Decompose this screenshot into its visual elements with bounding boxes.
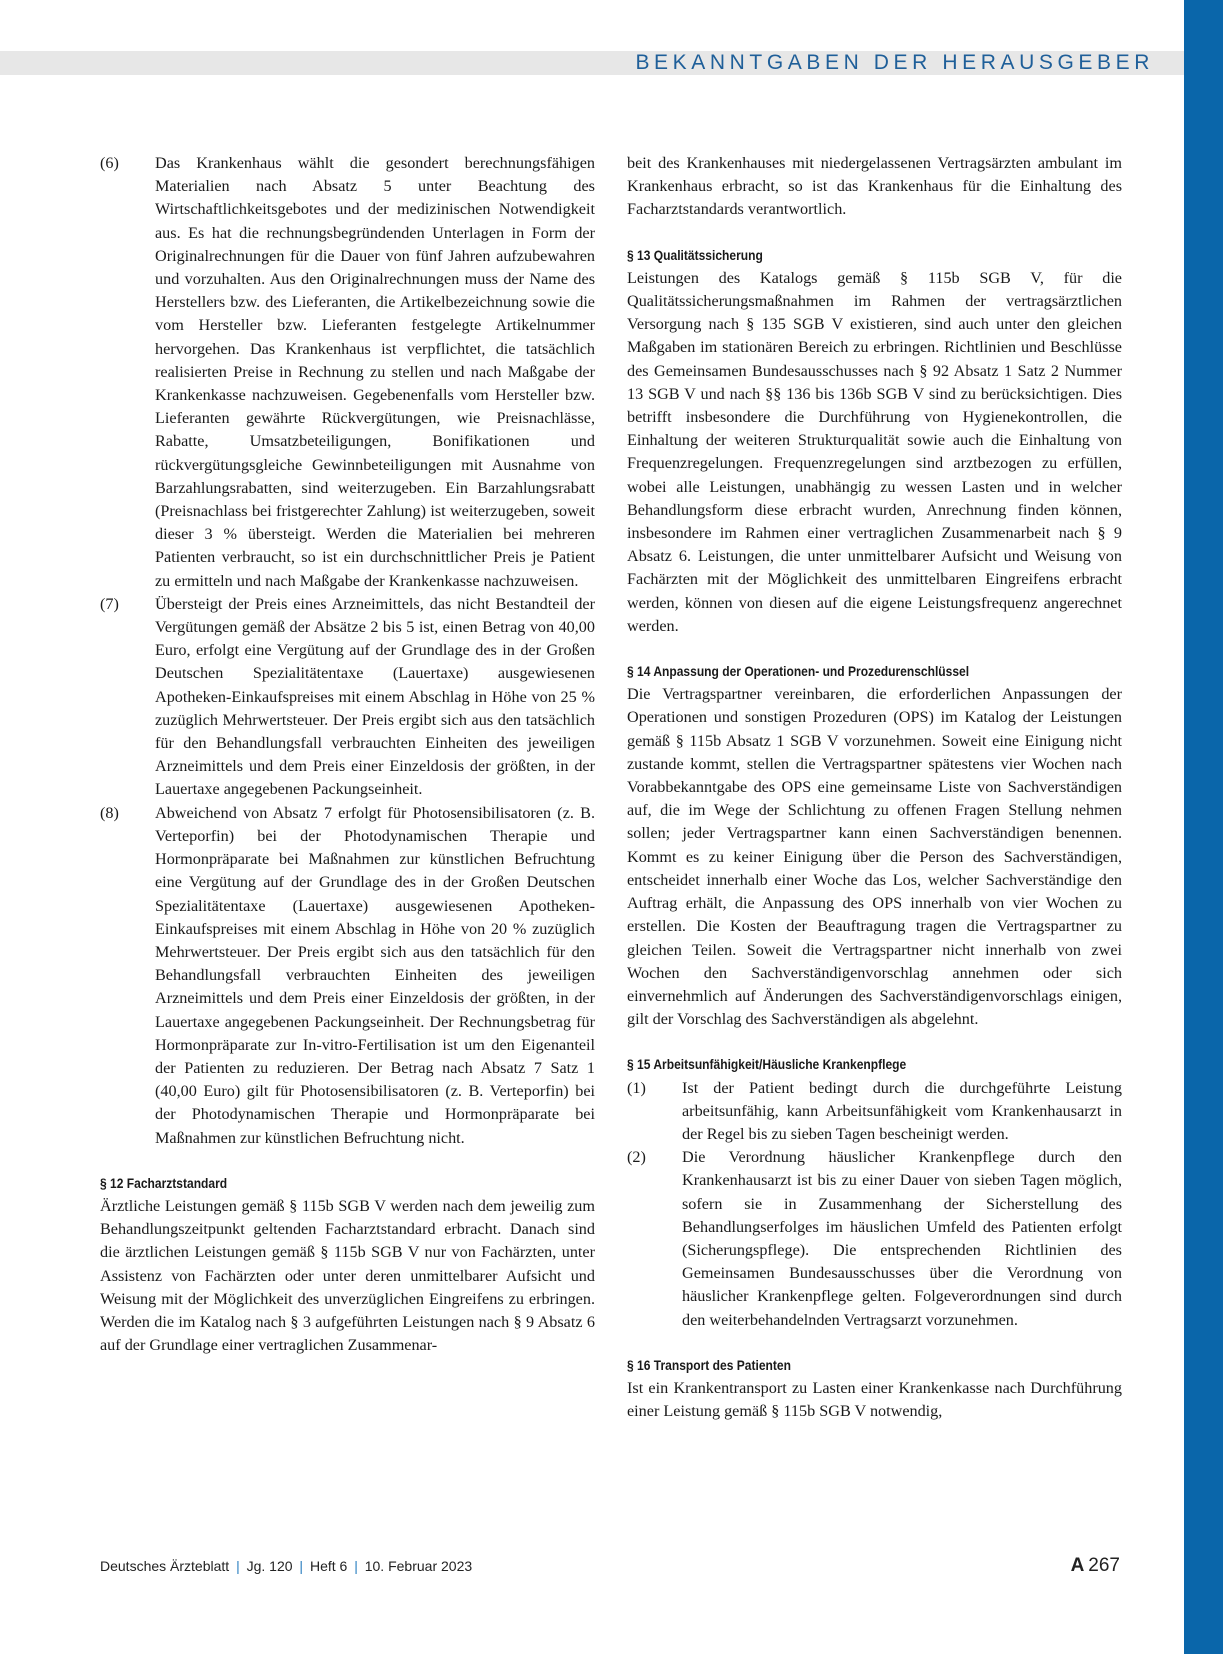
page-footer (100, 1554, 1120, 1578)
section-13-heading: § 13 Qualitätssicherung (627, 246, 763, 263)
left-column (100, 152, 595, 1357)
item-text: Ist der Patient bedingt durch die durchgeführte Leistung arbeitsunfähig, kann Arbeitsunfähigkeit vom Krankenhausarzt in der Regel bis zu sieben Tagen bescheinigt werden. (682, 1078, 1122, 1143)
paragraph-item-8 (100, 802, 595, 1150)
page-number-value: 267 (1088, 1555, 1120, 1576)
item-number: (6) (100, 154, 119, 172)
section-12-continuation: beit des Krankenhauses mit niedergelassenen Vertragsärzten ambulant im Krankenhaus erbracht, so ist das Krankenhaus für die Einhaltung des Facharztstandards verantwortlich. (627, 154, 1122, 219)
section-12-heading: § 12 Facharztstandard (100, 1174, 228, 1191)
page-number (1071, 1554, 1120, 1578)
publication-date: 10. Februar 2023 (364, 1558, 473, 1574)
section-14-heading: § 14 Anpassung der Operationen- und Prozedurenschlüssel (627, 663, 970, 680)
paragraph-item-6 (100, 152, 595, 593)
section-14-text: Die Vertragspartner vereinbaren, die erforderlichen Anpassungen der Operationen und sonstigen Prozeduren (OPS) im Katalog der Leistungen gemäß § 115b Absatz 1 SGB V vorzunehmen. Soweit eine Einigung nicht zustande kommt, stellen die Vertragspartner spätestens vier Wochen nach Vorabbekanntgabe des OPS eine gemeinsame Liste von Sachverständigen auf, die im Wege der Schlichtung zu offenen Fragen Stellung nehmen sollen; jeder Vertragspartner kann einen Sachverständigen benennen. Kommt es zu keiner Einigung über die Person des Sachverständigen, entscheidet innerhalb einer Woche das Los, welcher Sachverständige den Auftrag erhält, die Anpassung des OPS innerhalb von vier Wochen zu erstellen. Die Kosten der Beauftragung tragen die Vertragspartner zu gleichen Teilen. Soweit die Vertragspartner nicht innerhalb von zwei Wochen den Sachverständigenvorschlag annehmen oder sich einvernehmlich auf Änderungen des Sachverständigenvorschlags einigen, gilt der Vorschlag des Sachverständigen als abgelehnt. (627, 685, 1122, 1029)
item-number: (8) (100, 803, 119, 822)
page-prefix: A (1070, 1555, 1085, 1576)
item-text: Abweichend von Absatz 7 erfolgt für Photosensibilisatoren (z. B. Verteporfin) bei der Photodynamischen Therapie und Hormonpräparate bei Maßnahmen zur künstlichen Befruchtung eine Vergütung auf der Grundlage des in der Großen Deutschen Spezialitätentaxe (Lauertaxe) ausgewiesenen Apotheken-Einkaufspreises mit einem Abschlag in Höhe von 20 % zuzüglich Mehrwertsteuer. Der Preis ergibt sich aus den tatsächlich für den Behandlungsfall verbrauchten Einheiten des jeweiligen Arzneimittels und dem Preis einer Einzeldosis der größten, in der Lauertaxe angegebenen Packungseinheit. Der Rechnungsbetrag für Hormonpräparate zur In-vitro-Fertilisation ist um den Eigenanteil der Patienten zu reduzieren. Der Betrag nach Absatz 7 Satz 1 (40,00 Euro) gilt für Photosensibilisatoren (z. B. Verteporfin) bei der Photodynamischen Therapie und Hormonpräparate bei Maßnahmen zur künstlichen Befruchtung nicht. (155, 803, 595, 1147)
footer-citation (100, 1554, 472, 1578)
item-number: (7) (100, 594, 119, 613)
section-15-heading: § 15 Arbeitsunfähigkeit/Häusliche Krankenpflege (627, 1056, 907, 1073)
item-text: Das Krankenhaus wählt die gesondert berechnungsfähigen Materialien nach Absatz 5 unter Beachtung des Wirtschaftlichkeitsgebotes und der medizinischen Notwendigkeit aus. Es hat die rechnungsbegründenden Unterlagen in Form der Originalrechnungen für die Dauer von fünf Jahren aufzubewahren und vorzuhalten. Aus den Originalrechnungen muss der Name des Herstellers bzw. des Lieferanten, die Artikelbezeichnung sowie die vom Hersteller bzw. Lieferanten festgelegte Artikelnummer hervorgehen. Das Krankenhaus ist verpflichtet, die tatsächlich realisierten Preise in Rechnung zu stellen und nach Maßgabe der Krankenkasse nachzuweisen. Gegebenenfalls vom Hersteller bzw. Lieferanten gewährte Rückvergütungen, wie Preisnachlässe, Rabatte, Umsatzbeteiligungen, Bonifikationen und rückvergütungsgleiche Gewinnbeteiligungen mit Ausnahme von Barzahlungsrabatten, sind weiterzugeben. Ein Barzahlungsrabatt (Preisnachlass bei fristgerechter Zahlung) ist weiterzugeben, soweit dieser 3 % übersteigt. Werden die Materialien bei mehreren Patienten verbraucht, so ist ein durchschnittlicher Preis je Patient zu ermitteln und nach Maßgabe der Krankenkasse nachzuweisen. (155, 154, 595, 590)
item-number: (1) (627, 1078, 646, 1097)
section-header-title: BEKANNTGABEN DER HERAUSGEBER (635, 51, 1154, 74)
footer-separator: | (299, 1558, 304, 1574)
right-column (627, 152, 1122, 1423)
item-number: (2) (627, 1148, 646, 1167)
journal-name: Deutsches Ärzteblatt (100, 1558, 230, 1574)
journal-issue: Heft 6 (309, 1558, 348, 1574)
paragraph-item-7 (100, 593, 595, 802)
footer-separator: | (354, 1558, 358, 1574)
section-16-text: Ist ein Krankentransport zu Lasten einer Krankenkasse nach Durchführung einer Leistung gemäß § 115b SGB V notwendig, (627, 1378, 1122, 1421)
item-text: Übersteigt der Preis eines Arzneimittels, das nicht Bestandteil der Vergütungen gemäß der Absätze 2 bis 5 ist, einen Betrag von 40,00 Euro, erfolgt eine Vergütung auf der Grundlage des in der Großen Deutschen Spezialitätentaxe (Lauertaxe) ausgewiesenen Apotheken-Einkaufspreises mit einem Abschlag in Höhe von 25 % zuzüglich Mehrwertsteuer. Der Preis ergibt sich aus den tatsächlich für den Behandlungsfall verbrauchten Einheiten des jeweiligen Arzneimittels und dem Preis einer Einzeldosis der größten, in der Lauertaxe angegebenen Packungseinheit. (155, 594, 595, 799)
paragraph-item-1 (627, 1077, 1122, 1147)
footer-separator: | (236, 1558, 240, 1574)
item-text: Die Verordnung häuslicher Krankenpflege durch den Krankenhausarzt ist bis zu einer Dauer von sieben Tagen möglich, sofern sie in Zusammenhang der Sicherstellung des Behandlungserfolges im häuslichen Umfeld des Patienten erfolgt (Sicherungspflege). Die entsprechenden Richtlinien des Gemeinsamen Bundesausschusses über die Verordnung von häuslicher Krankenpflege gelten. Folgeverordnungen sind durch den weiterbehandelnden Vertragsarzt vorzunehmen. (682, 1148, 1122, 1329)
blue-side-bar (1184, 0, 1223, 1654)
journal-volume: Jg. 120 (246, 1558, 293, 1574)
section-12-text: Ärztliche Leistungen gemäß § 115b SGB V werden nach dem jeweilig zum Behandlungszeitpunkt geltenden Facharztstandard erbracht. Danach sind die ärztlichen Leistungen gemäß § 115b SGB V nur von Fachärzten, unter Assistenz von Fachärzten oder unter deren unmittelbarer Aufsicht und Weisung mit der Möglichkeit des unverzüglichen Eingreifens zu erbringen. Werden die im Katalog nach § 3 aufgeführten Leistungen nach § 9 Absatz 6 auf der Grundlage einer vertraglichen Zusammenar- (100, 1196, 595, 1355)
section-13-text: Leistungen des Katalogs gemäß § 115b SGB V, für die Qualitätssicherungsmaßnahmen im Rahmen der vertragsärztlichen Versorgung nach § 135 SGB V existieren, sind auch unter den gleichen Maßgaben im stationären Bereich zu erbringen. Richtlinien und Beschlüsse des Gemeinsamen Bundesausschusses nach § 92 Absatz 1 Satz 2 Nummer 13 SGB V und nach §§ 136 bis 136b SGB V sind zu berücksichtigen. Dies betrifft insbesondere die Durchführung von Hygienekontrollen, die Einhaltung der weiteren Strukturqualität sowie auch die Einhaltung von Frequenzregelungen. Frequenzregelungen sind arztbezogen zu erfüllen, wobei alle Leistungen, unabhängig zu wessen Lasten und in welcher Behandlungsform diese erbracht wurden, Anrechnung finden können, insbesondere im Rahmen einer vertraglichen Zusammenarbeit nach § 9 Absatz 6. Leistungen, die unter unmittelbarer Aufsicht und Weisung von Fachärzten mit der Möglichkeit des unmittelbaren Eingreifens erbracht werden, können von diesen auf die eigene Leistungsfrequenz angerechnet werden. (627, 268, 1122, 635)
paragraph-item-2 (627, 1146, 1122, 1332)
section-16-heading: § 16 Transport des Patienten (627, 1356, 791, 1373)
